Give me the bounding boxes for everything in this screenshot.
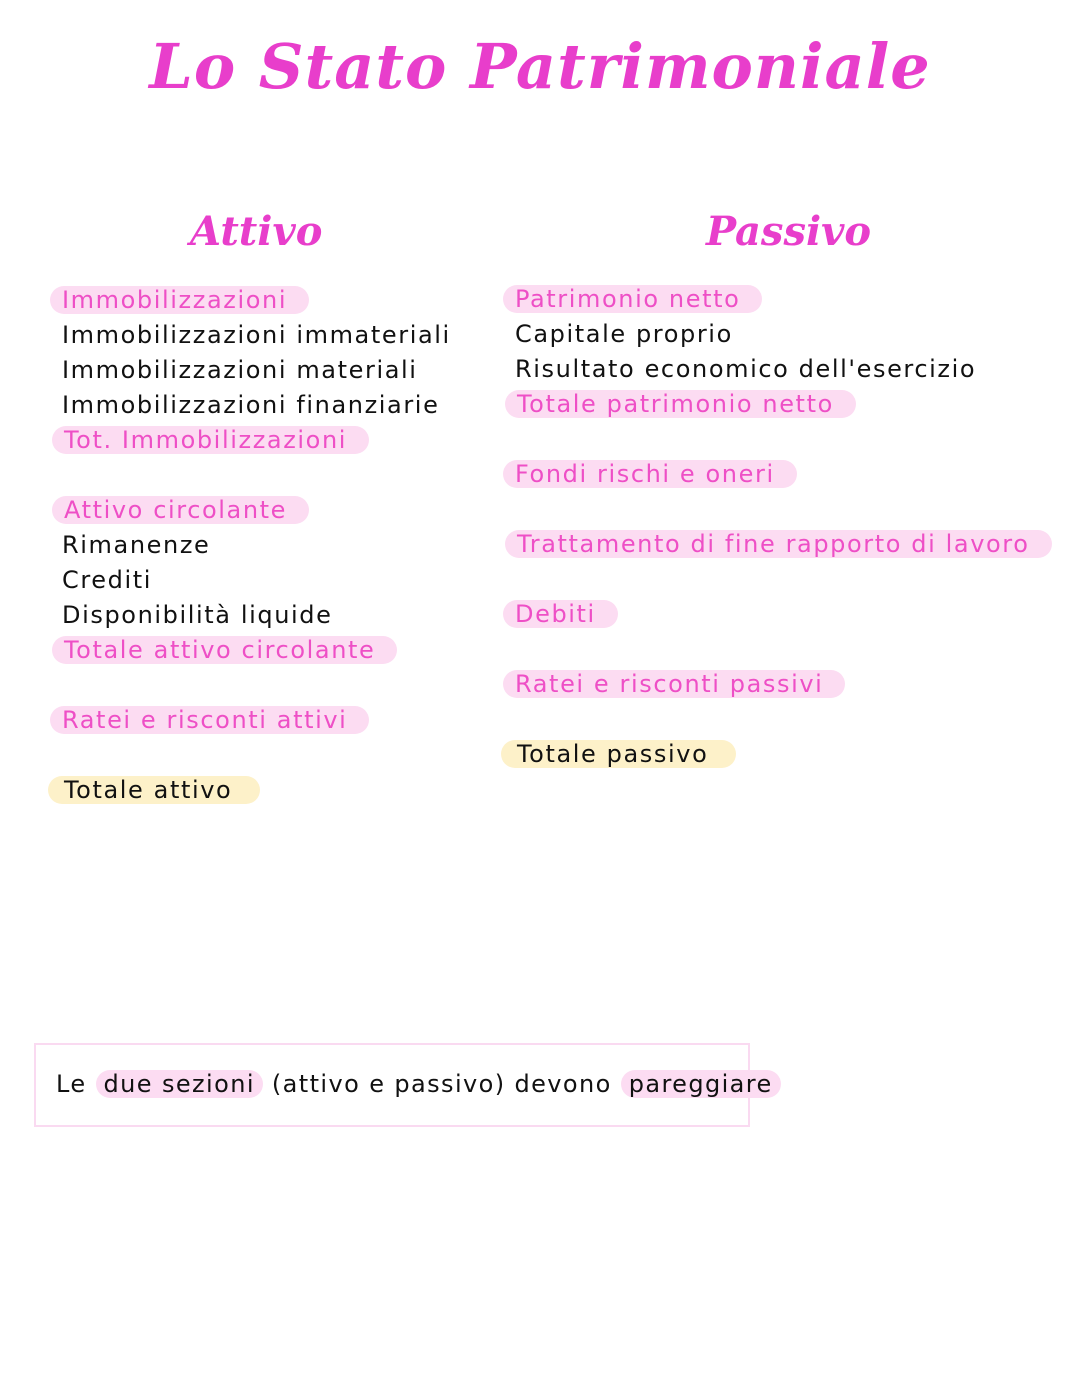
note-highlight-due-sezioni: due sezioni [96,1070,263,1098]
attivo-item: Disponibilità liquide [62,601,333,629]
attivo-item [62,705,369,735]
attivo-item [62,285,309,315]
attivo-item: Rimanenze [62,531,211,559]
passivo-heading: Passivo [706,208,872,255]
attivo-item [64,425,369,455]
note-box [34,1043,773,1127]
passivo-item [515,284,762,314]
section-label-debiti: Debiti [503,600,618,628]
attivo-item [64,495,309,525]
total-label-passivo: Totale passivo [501,740,736,768]
note-middle: (attivo e passivo) devono [271,1070,612,1098]
note-text [56,1069,781,1099]
passivo-item [515,669,845,699]
passivo-item [515,599,618,629]
note-highlight-pareggiare: pareggiare [621,1070,781,1098]
section-label-immobilizzazioni: Immobilizzazioni [50,286,309,314]
passivo-item: Risultato economico dell'esercizio [515,355,977,383]
passivo-item [517,529,1052,559]
section-label-ratei-attivi: Ratei e risconti attivi [50,706,369,734]
attivo-item: Immobilizzazioni materiali [62,356,418,384]
subtotal-label-immobilizzazioni: Tot. Immobilizzazioni [52,426,369,454]
attivo-item: Immobilizzazioni finanziarie [62,391,440,419]
section-label-ratei-passivi: Ratei e risconti passivi [503,670,845,698]
attivo-item: Crediti [62,566,153,594]
attivo-heading: Attivo [190,208,323,255]
passivo-item [517,389,856,419]
passivo-item [515,459,797,489]
note-prefix: Le [56,1070,87,1098]
subtotal-label-patrimonio-netto: Totale patrimonio netto [505,390,856,418]
attivo-item [64,775,260,805]
attivo-item [64,635,397,665]
total-label-attivo: Totale attivo [48,776,260,804]
section-label-fondi-rischi: Fondi rischi e oneri [503,460,797,488]
attivo-item: Immobilizzazioni immateriali [62,321,451,349]
section-label-tfr: Trattamento di fine rapporto di lavoro [505,530,1052,558]
section-label-patrimonio-netto: Patrimonio netto [503,285,762,313]
section-label-attivo-circolante: Attivo circolante [52,496,309,524]
passivo-item: Capitale proprio [515,320,733,348]
page-title: Lo Stato Patrimoniale [149,30,931,103]
passivo-item [517,739,736,769]
subtotal-label-attivo-circolante: Totale attivo circolante [52,636,397,664]
